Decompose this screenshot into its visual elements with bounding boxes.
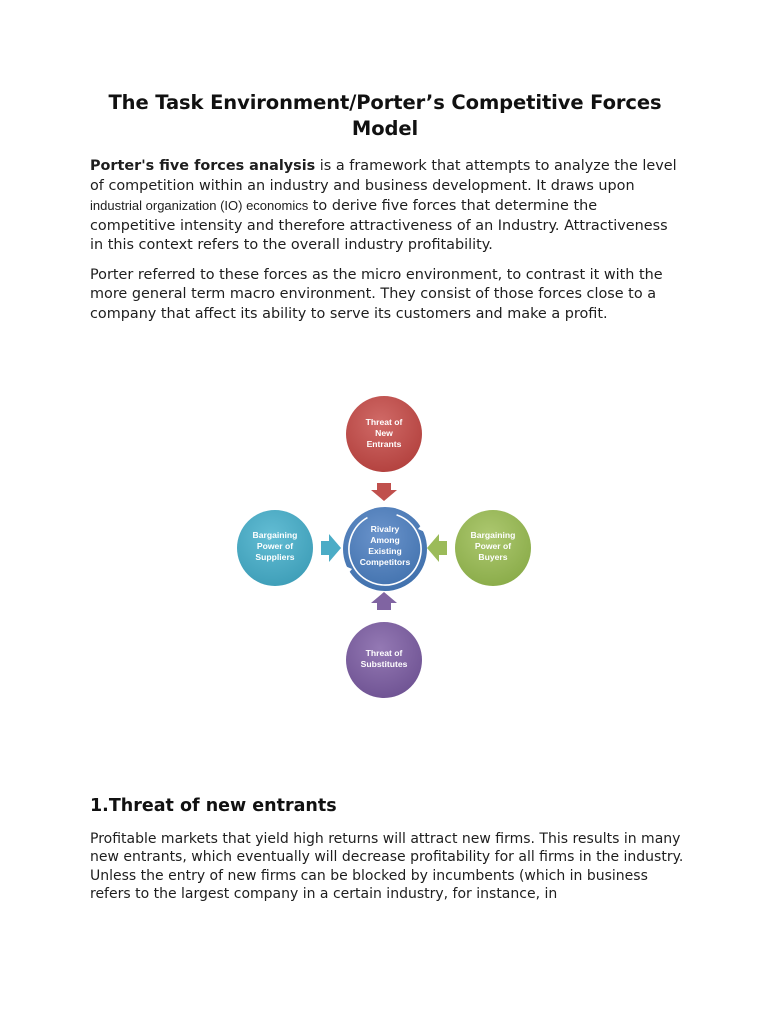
center-line-2: Among <box>370 535 400 545</box>
buyer-power-node <box>455 510 531 586</box>
center-line-1: Rivalry <box>370 524 400 534</box>
right-line-1: Bargaining <box>470 530 516 540</box>
threat-new-entrants-node <box>346 396 422 472</box>
arrow-right-icon <box>321 534 341 562</box>
right-line-2: Power of <box>474 541 512 551</box>
rivalry-node <box>339 503 431 595</box>
top-line-2: New <box>375 428 393 438</box>
document-page <box>90 90 680 324</box>
left-line-1: Bargaining <box>252 530 298 540</box>
arrow-down-icon <box>371 483 397 501</box>
threat-substitutes-node <box>346 622 422 698</box>
top-line-3: Entrants <box>366 439 402 449</box>
intro-paragraph <box>90 157 680 256</box>
top-line-1: Threat of <box>365 417 403 427</box>
arrow-up-icon <box>371 592 397 610</box>
left-line-3: Suppliers <box>255 552 295 562</box>
intro-text-a: is a framework that attempts to analyze the level of competition within an industry and business development. It draws upon <box>90 158 677 194</box>
bottom-line-1: Threat of <box>365 648 403 658</box>
center-line-4: Competitors <box>359 557 411 567</box>
supplier-power-node <box>237 510 313 586</box>
page-title: The Task Environment/Porter’s Competitive Forces Model <box>108 91 662 140</box>
micro-environment-paragraph: Porter referred to these forces as the micro environment, to contrast it with the more general term macro environment. They consist of those forces close to a company that affect its ability to serve its customers and make a profit. <box>90 266 663 322</box>
section-heading-new-entrants: 1.Threat of new entrants <box>90 796 337 816</box>
section-paragraph-new-entrants: Profitable markets that yield high returns will attract new firms. This results in many new entrants, which eventually will decrease profitability for all firms in the industry. Unless the entry of new firms can be blocked by incumbents (which in business refers to the largest company in a certain industry, for instance, in <box>90 831 684 902</box>
bottom-line-2: Substitutes <box>360 659 408 669</box>
intro-text-b: to derive five forces that determine the competitive intensity and therefore attractiveness of an Industry. Attractiveness in this context refers to the overall industry profitability. <box>90 198 668 253</box>
five-forces-svg <box>228 388 540 706</box>
right-line-3: Buyers <box>478 552 508 562</box>
left-line-2: Power of <box>256 541 294 551</box>
lead-term: Porter's five forces analysis <box>90 158 316 174</box>
five-forces-diagram <box>228 388 540 706</box>
center-line-3: Existing <box>368 546 402 556</box>
arrow-left-icon <box>427 534 447 562</box>
io-economics-link[interactable]: industrial organization (IO) economics <box>90 198 309 213</box>
